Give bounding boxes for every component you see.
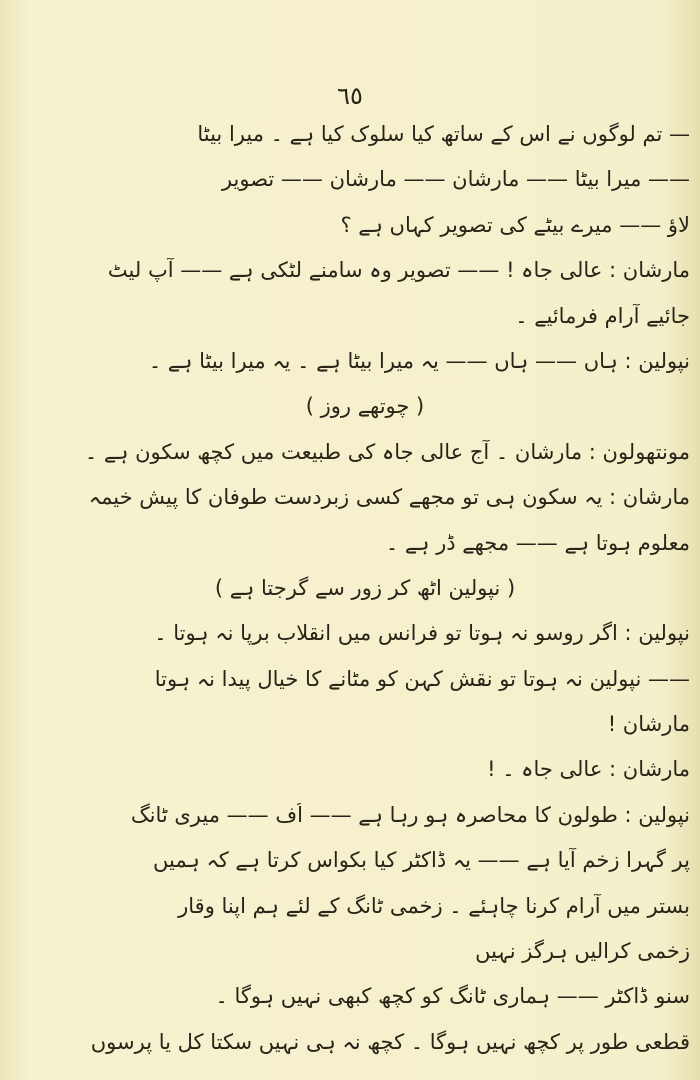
text-line: نپولین : اگر روسو نہ ہوتا تو فرانس میں انقلاب برپا نہ ہوتا ۔	[154, 621, 690, 646]
text-line: نپولین : ہاں —— ہاں —— یہ میرا بیٹا ہے ۔ یہ میرا بیٹا ہے ۔	[148, 348, 690, 373]
text-line: مارشان : یہ سکون ہی تو مجھے کسی زبردست طوفان کا پیش خیمہ	[88, 485, 690, 510]
text-line: بستر میں آرام کرنا چاہئے ۔ زخمی ٹانگ کے لئے ہم اپنا وقار	[178, 893, 690, 918]
text-line: لاؤ —— میرے بیٹے کی تصویر کہاں ہے ؟	[340, 212, 690, 237]
text-line: مارشان !	[607, 712, 690, 737]
text-line: — تم لوگوں نے اس کے ساتھ کیا سلوک کیا ہے ۔ میرا بیٹا	[197, 122, 690, 146]
text-line: سنو ڈاکٹر —— ہماری ٹانگ کو کچھ کبھی نہیں ہوگا ۔	[215, 984, 690, 1009]
text-line: مارشان : عالی جاہ ۔ !	[487, 757, 690, 782]
page-number: ٦٥	[337, 82, 363, 110]
stage-direction: ( نپولین اٹھ کر زور سے گرجتا ہے )	[214, 575, 516, 600]
text-line: قطعی طور پر کچھ نہیں ہوگا ۔ کچھ نہ ہی نہیں سکتا کل یا پرسوں	[90, 1029, 690, 1054]
text-line: نپولین : طولون کا محاصرہ ہو رہا ہے —— اُف —— میری ٹانگ	[130, 802, 690, 827]
text-line: پر گہرا زخم آیا ہے —— یہ ڈاکٹر کیا بکواس کرتا ہے کہ ہمیں	[153, 848, 690, 873]
stage-direction: ( چوتھے روز )	[305, 394, 425, 419]
text-line: مارشان : عالی جاہ ! —— تصویر وہ سامنے لٹکی ہے —— آپ لیٹ	[107, 258, 690, 283]
text-line: —— میرا بیٹا —— مارشان —— مارشان —— تصویر	[221, 167, 690, 192]
text-line: جائیے آرام فرمائیے ۔	[515, 303, 690, 328]
text-line: زخمی کرالیں ہرگز نہیں	[475, 939, 690, 964]
text-line: —— نپولین نہ ہوتا تو نقش کہن کو مٹانے کا خیال پیدا نہ ہوتا	[154, 666, 690, 691]
text-body	[40, 122, 690, 1075]
text-line: معلوم ہوتا ہے —— مجھے ڈر ہے ۔	[385, 530, 690, 555]
text-line: مونتھولون : مارشان ۔ آج عالی جاہ کی طبیعت میں کچھ سکون ہے ۔	[84, 439, 690, 464]
